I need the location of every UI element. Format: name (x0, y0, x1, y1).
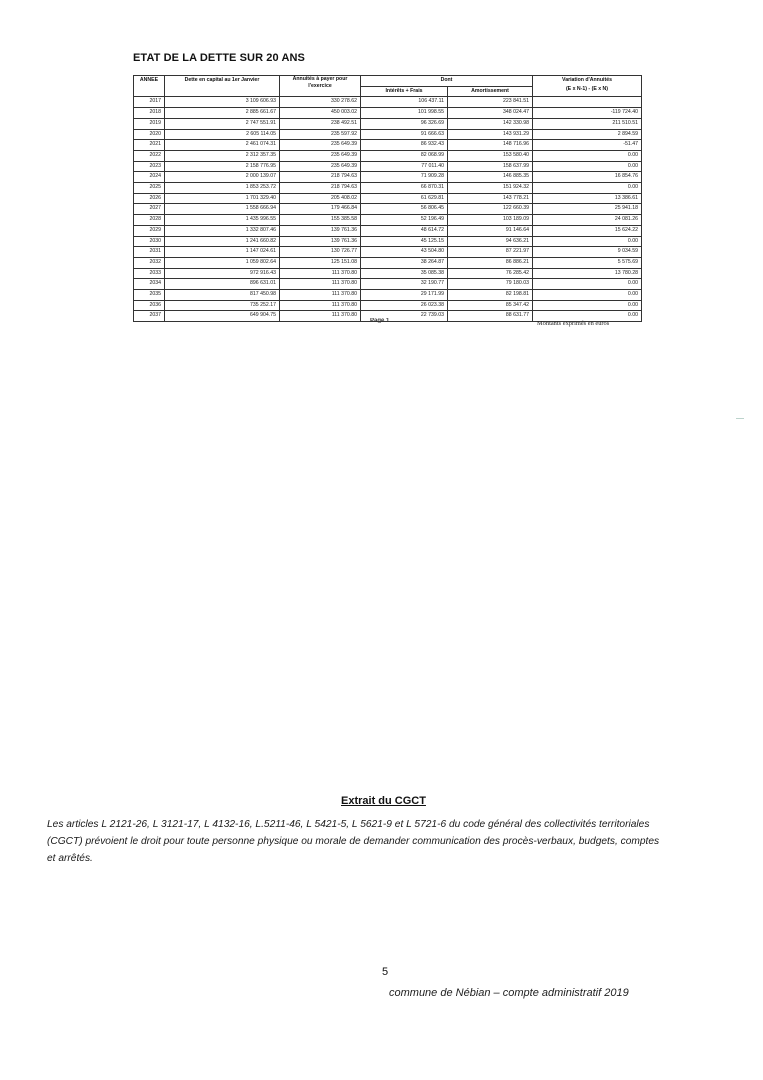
page-number: 5 (382, 966, 389, 978)
dette-cell: 1 435 996.55 (165, 215, 280, 226)
extrait-body: Les articles L 2121-26, L 3121-17, L 4132-16, L.5211-46, L 5421-5, L 5621-9 et L 5721-6 du code général des collectivités territoriales (CGCT) prévoient le droit pour toute personne physique ou morale de demander communication des procès-verbaux, budgets, comptes et arrêtés. (47, 819, 660, 864)
interets-cell: 38 264.87 (361, 257, 448, 268)
annuites-cell: 111 370.80 (280, 300, 361, 311)
dette-cell: 972 916.43 (165, 268, 280, 279)
amortissement-cell: 143 931.29 (448, 129, 533, 140)
interets-cell: 91 666.63 (361, 129, 448, 140)
annuites-cell: 130 726.77 (280, 247, 361, 258)
table-row (134, 225, 642, 236)
dette-cell: 817 450.98 (165, 290, 280, 301)
annuites-cell: 218 794.63 (280, 183, 361, 194)
annee-cell: 2033 (134, 268, 165, 279)
interets-cell: 29 171.99 (361, 290, 448, 301)
annuites-cell: 205 408.02 (280, 193, 361, 204)
annee-cell: 2037 (134, 311, 165, 322)
variation-cell (533, 97, 642, 108)
dette-cell: 735 252.17 (165, 300, 280, 311)
dette-cell: 1 332 807.46 (165, 225, 280, 236)
interets-cell: 106 437.11 (361, 97, 448, 108)
table-row (134, 140, 642, 151)
annuites-cell: 235 649.39 (280, 140, 361, 151)
table-row (134, 215, 642, 226)
variation-cell: 0.00 (533, 161, 642, 172)
amortissement-cell: 142 330.98 (448, 118, 533, 129)
debt-table-title: ETAT DE LA DETTE SUR 20 ANS (133, 52, 305, 64)
interets-cell: 45 125.15 (361, 236, 448, 247)
annuites-cell: 235 649.39 (280, 150, 361, 161)
table-row (134, 279, 642, 290)
dette-cell: 1 558 666.94 (165, 204, 280, 215)
amortissement-cell: 79 180.03 (448, 279, 533, 290)
annee-cell: 2017 (134, 97, 165, 108)
annuites-cell: 139 761.36 (280, 225, 361, 236)
table-row (134, 108, 642, 119)
dette-cell: 1 701 329.40 (165, 193, 280, 204)
annee-cell: 2031 (134, 247, 165, 258)
interets-cell: 22 739.03 (361, 311, 448, 322)
annee-cell: 2025 (134, 183, 165, 194)
annee-cell: 2022 (134, 150, 165, 161)
annuites-cell: 111 370.80 (280, 311, 361, 322)
dette-cell: 1 059 802.64 (165, 257, 280, 268)
table-row (134, 193, 642, 204)
annee-cell: 2021 (134, 140, 165, 151)
table-row (134, 247, 642, 258)
annee-cell: 2024 (134, 172, 165, 183)
annuites-cell: 111 370.80 (280, 268, 361, 279)
interets-cell: 52 196.49 (361, 215, 448, 226)
annee-cell: 2036 (134, 300, 165, 311)
amortissement-cell: 87 221.97 (448, 247, 533, 258)
amortissement-cell: 86 886.21 (448, 257, 533, 268)
dette-cell: 896 631.01 (165, 279, 280, 290)
annee-cell: 2034 (134, 279, 165, 290)
interets-cell: 86 932.43 (361, 140, 448, 151)
amortissement-cell: 146 885.35 (448, 172, 533, 183)
annuites-cell: 139 761.36 (280, 236, 361, 247)
dette-cell: 1 147 024.61 (165, 247, 280, 258)
amortissement-cell: 122 660.39 (448, 204, 533, 215)
table-row (134, 300, 642, 311)
annee-cell: 2023 (134, 161, 165, 172)
header-variation-sub: (E x N-1) - (E x N) (565, 86, 609, 92)
amortissement-cell: 88 631.77 (448, 311, 533, 322)
interets-cell: 66 870.31 (361, 183, 448, 194)
annee-cell: 2032 (134, 257, 165, 268)
variation-cell: 0.00 (533, 236, 642, 247)
annuites-cell: 155 385.58 (280, 215, 361, 226)
debt-table (133, 75, 642, 322)
extrait-title: Extrait du CGCT (341, 795, 426, 807)
dette-cell: 2 312 357.35 (165, 150, 280, 161)
interets-cell: 56 806.45 (361, 204, 448, 215)
annuites-cell: 235 597.92 (280, 129, 361, 140)
table-row (134, 236, 642, 247)
interets-cell: 77 011.40 (361, 161, 448, 172)
table-row (134, 172, 642, 183)
variation-cell: 16 854.76 (533, 172, 642, 183)
interets-cell: 43 504.80 (361, 247, 448, 258)
amortissement-cell: 153 580.40 (448, 150, 533, 161)
variation-cell: 0.00 (533, 290, 642, 301)
interets-cell: 96 326.69 (361, 118, 448, 129)
annee-cell: 2030 (134, 236, 165, 247)
page-label: Page 1 (370, 318, 390, 323)
variation-cell: 0.00 (533, 311, 642, 322)
annee-cell: 2027 (134, 204, 165, 215)
annee-cell: 2029 (134, 225, 165, 236)
interets-cell: 26 023.38 (361, 300, 448, 311)
interets-cell: 48 614.72 (361, 225, 448, 236)
interets-cell: 71 909.28 (361, 172, 448, 183)
annuites-cell: 111 370.80 (280, 290, 361, 301)
annee-cell: 2026 (134, 193, 165, 204)
amortissement-cell: 76 285.42 (448, 268, 533, 279)
annee-cell: 2019 (134, 118, 165, 129)
variation-cell: 9 034.59 (533, 247, 642, 258)
variation-cell: 0.00 (533, 183, 642, 194)
annee-cell: 2020 (134, 129, 165, 140)
table-row (134, 118, 642, 129)
footer: commune de Nébian – compte administratif 2019 (389, 987, 629, 999)
variation-cell: 211 510.51 (533, 118, 642, 129)
header-annuites: Annuités à payer pour l'exercice (280, 76, 361, 97)
amortissement-cell: 143 778.21 (448, 193, 533, 204)
variation-cell: 0.00 (533, 279, 642, 290)
dette-cell: 2 000 139.07 (165, 172, 280, 183)
amortissement-cell: 82 198.81 (448, 290, 533, 301)
table-row (134, 290, 642, 301)
header-variation-label: Variation d'Annuités (562, 77, 612, 83)
table-row (134, 183, 642, 194)
amortissement-cell: 103 189.09 (448, 215, 533, 226)
annuites-cell: 235 649.39 (280, 161, 361, 172)
debt-table-body (134, 97, 642, 322)
interets-cell: 61 629.81 (361, 193, 448, 204)
annee-cell: 2035 (134, 290, 165, 301)
amortissement-cell: 148 716.96 (448, 140, 533, 151)
amortissement-cell: 151 924.32 (448, 183, 533, 194)
dette-cell: 2 747 551.91 (165, 118, 280, 129)
annuites-cell: 450 003.02 (280, 108, 361, 119)
interets-cell: 32 190.77 (361, 279, 448, 290)
interets-cell: 82 068.99 (361, 150, 448, 161)
table-row (134, 150, 642, 161)
amortissement-cell: 94 636.21 (448, 236, 533, 247)
annuites-cell: 179 466.84 (280, 204, 361, 215)
variation-cell: 0.00 (533, 300, 642, 311)
dette-cell: 2 158 776.95 (165, 161, 280, 172)
variation-cell: 24 081.26 (533, 215, 642, 226)
annuites-cell: 111 370.80 (280, 279, 361, 290)
annuites-cell: 238 492.51 (280, 118, 361, 129)
amortissement-cell: 158 637.99 (448, 161, 533, 172)
variation-cell: 2 894.59 (533, 129, 642, 140)
header-variation (533, 76, 642, 97)
annee-cell: 2028 (134, 215, 165, 226)
variation-cell: 13 780.28 (533, 268, 642, 279)
dette-cell: 3 109 606.93 (165, 97, 280, 108)
dette-cell: 2 461 074.31 (165, 140, 280, 151)
amortissement-cell: 223 841.51 (448, 97, 533, 108)
table-row (134, 161, 642, 172)
header-annee: ANNEE (134, 76, 165, 97)
dette-cell: 1 241 660.82 (165, 236, 280, 247)
dette-cell: 649 904.75 (165, 311, 280, 322)
table-row (134, 129, 642, 140)
table-row (134, 97, 642, 108)
header-dette: Dette en capital au 1er Janvier (165, 76, 280, 97)
variation-cell: -51.47 (533, 140, 642, 151)
table-row (134, 204, 642, 215)
variation-cell: 0.00 (533, 150, 642, 161)
variation-cell: 15 624.22 (533, 225, 642, 236)
table-row (134, 268, 642, 279)
annee-cell: 2018 (134, 108, 165, 119)
dette-cell: 2 885 661.67 (165, 108, 280, 119)
header-interets: Intérêts + Frais (361, 86, 448, 97)
table-row (134, 257, 642, 268)
variation-cell: 5 575.69 (533, 257, 642, 268)
variation-cell: 25 941.18 (533, 204, 642, 215)
header-dont: Dont (361, 76, 533, 87)
unit-note: Montants exprimés en euros (537, 320, 610, 327)
amortissement-cell: 91 146.64 (448, 225, 533, 236)
scan-speck (736, 418, 744, 419)
amortissement-cell: 348 024.47 (448, 108, 533, 119)
annuites-cell: 218 794.63 (280, 172, 361, 183)
variation-cell: -119 724.40 (533, 108, 642, 119)
variation-cell: 13 386.61 (533, 193, 642, 204)
header-amortissement: Amortissement (448, 86, 533, 97)
amortissement-cell: 85 347.42 (448, 300, 533, 311)
annuites-cell: 330 278.62 (280, 97, 361, 108)
annuites-cell: 125 151.08 (280, 257, 361, 268)
dette-cell: 1 853 253.72 (165, 183, 280, 194)
interets-cell: 35 085.38 (361, 268, 448, 279)
dette-cell: 2 605 114.05 (165, 129, 280, 140)
interets-cell: 101 998.55 (361, 108, 448, 119)
